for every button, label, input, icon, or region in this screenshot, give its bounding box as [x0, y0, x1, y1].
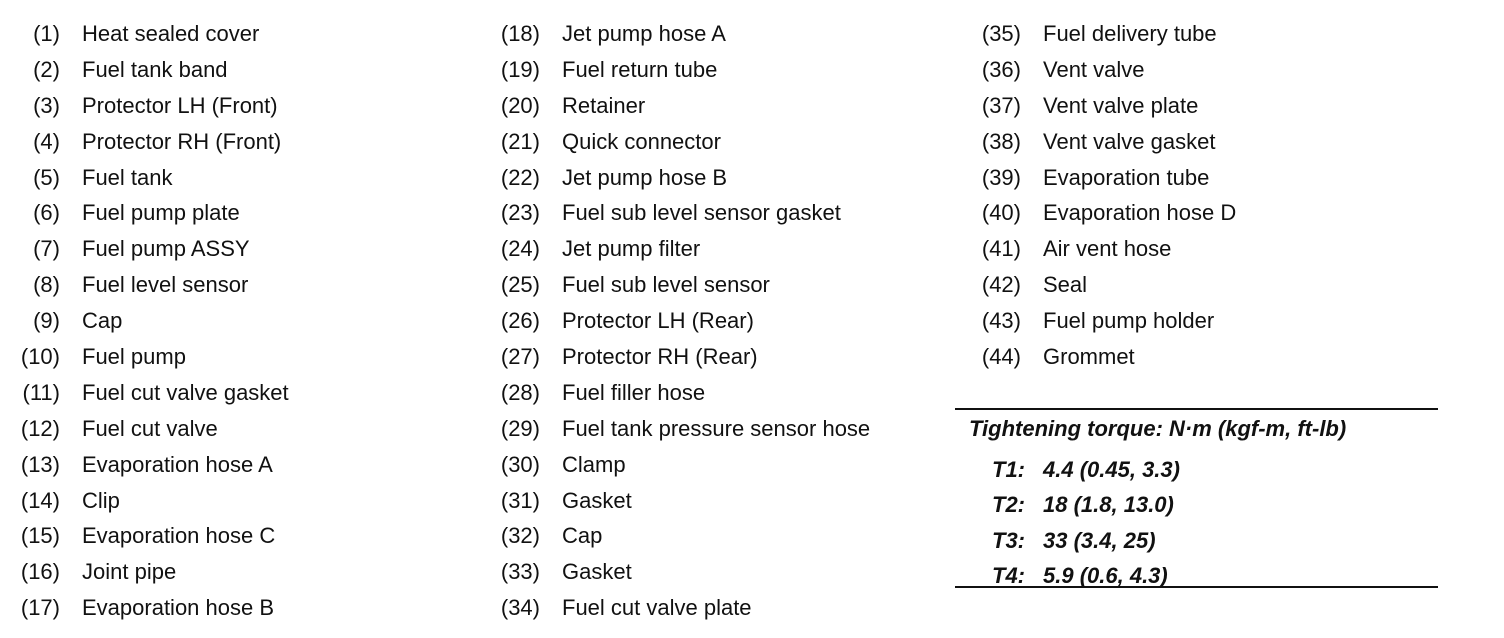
list-item — [14, 160, 474, 196]
item-name: Air vent hose — [1043, 236, 1172, 262]
item-name: Jet pump hose B — [562, 164, 728, 190]
parts-column-1 — [14, 16, 474, 626]
item-name: Fuel pump plate — [82, 200, 240, 226]
list-item — [494, 195, 964, 231]
item-number: (16) — [20, 559, 60, 585]
item-number: (40) — [981, 200, 1021, 226]
list-item — [14, 554, 474, 590]
item-number: (13) — [20, 451, 60, 477]
item-number: (32) — [500, 523, 540, 549]
torque-key: T4: — [992, 563, 1025, 589]
list-item — [975, 52, 1495, 88]
item-name: Fuel tank — [82, 164, 173, 190]
item-name: Fuel sub level sensor gasket — [562, 200, 841, 226]
item-name: Protector RH (Front) — [82, 128, 282, 154]
list-item — [14, 303, 474, 339]
list-item — [14, 267, 474, 303]
item-name: Grommet — [1043, 343, 1135, 369]
item-name: Quick connector — [562, 128, 721, 154]
item-name: Fuel sub level sensor — [562, 272, 770, 298]
item-name: Joint pipe — [82, 559, 177, 585]
item-number: (27) — [500, 343, 540, 369]
item-name: Fuel level sensor — [82, 272, 249, 298]
torque-row — [985, 488, 1180, 524]
torque-value: 5.9 (0.6, 4.3) — [1043, 563, 1168, 589]
list-item — [494, 411, 964, 447]
torque-box — [955, 408, 1438, 588]
list-item — [975, 303, 1495, 339]
list-item — [14, 518, 474, 554]
item-name: Fuel delivery tube — [1043, 20, 1217, 46]
item-number: (39) — [981, 164, 1021, 190]
list-item — [14, 411, 474, 447]
list-item — [14, 339, 474, 375]
item-name: Evaporation tube — [1043, 164, 1210, 190]
torque-value: 4.4 (0.45, 3.3) — [1043, 456, 1180, 482]
item-number: (42) — [981, 272, 1021, 298]
list-item — [494, 518, 964, 554]
list-item — [494, 52, 964, 88]
list-item — [494, 375, 964, 411]
torque-row — [985, 523, 1180, 559]
item-name: Vent valve gasket — [1043, 128, 1216, 154]
item-number: (7) — [33, 236, 60, 262]
item-name: Protector LH (Front) — [82, 92, 278, 118]
torque-value: 18 (1.8, 13.0) — [1043, 492, 1174, 518]
item-name: Protector LH (Rear) — [562, 308, 754, 334]
item-number: (12) — [20, 415, 60, 441]
torque-key: T3: — [992, 527, 1025, 553]
item-number: (35) — [981, 20, 1021, 46]
item-name: Seal — [1043, 272, 1088, 298]
item-name: Evaporation hose D — [1043, 200, 1237, 226]
item-name: Evaporation hose C — [82, 523, 276, 549]
item-number: (36) — [981, 56, 1021, 82]
torque-title: Tightening torque: N·m (kgf-m, ft-lb) — [969, 416, 1347, 441]
item-number: (2) — [33, 56, 60, 82]
item-name: Evaporation hose B — [82, 595, 275, 621]
torque-value: 33 (3.4, 25) — [1043, 527, 1156, 553]
item-name: Protector RH (Rear) — [562, 343, 758, 369]
list-item — [14, 124, 474, 160]
item-name: Fuel pump ASSY — [82, 236, 250, 262]
list-item — [14, 195, 474, 231]
item-name: Vent valve — [1043, 56, 1145, 82]
list-item — [494, 124, 964, 160]
item-number: (26) — [500, 308, 540, 334]
item-number: (11) — [22, 379, 60, 405]
item-name: Jet pump hose A — [562, 20, 726, 46]
torque-row — [985, 559, 1180, 595]
item-number: (38) — [981, 128, 1021, 154]
item-number: (4) — [33, 128, 60, 154]
item-number: (10) — [20, 343, 60, 369]
item-number: (6) — [33, 200, 60, 226]
item-name: Fuel return tube — [562, 56, 718, 82]
item-name: Retainer — [562, 92, 646, 118]
list-item — [14, 375, 474, 411]
list-item — [975, 88, 1495, 124]
item-name: Fuel cut valve plate — [562, 595, 752, 621]
item-name: Gasket — [562, 487, 632, 513]
item-name: Fuel cut valve gasket — [82, 379, 289, 405]
list-item — [975, 124, 1495, 160]
item-number: (9) — [33, 308, 60, 334]
list-item — [494, 267, 964, 303]
list-item — [494, 16, 964, 52]
item-number: (22) — [500, 164, 540, 190]
list-item — [14, 590, 474, 626]
list-item — [975, 339, 1495, 375]
list-item — [494, 554, 964, 590]
list-item — [14, 52, 474, 88]
item-number: (5) — [33, 164, 60, 190]
item-name: Cap — [562, 523, 603, 549]
item-number: (31) — [500, 487, 540, 513]
list-item — [14, 447, 474, 483]
list-item — [14, 88, 474, 124]
list-item — [14, 16, 474, 52]
list-item — [494, 590, 964, 626]
item-number: (33) — [500, 559, 540, 585]
torque-key: T1: — [992, 456, 1025, 482]
list-item — [494, 160, 964, 196]
item-name: Fuel tank pressure sensor hose — [562, 415, 871, 441]
list-item — [975, 231, 1495, 267]
item-number: (24) — [500, 236, 540, 262]
item-name: Evaporation hose A — [82, 451, 273, 477]
list-item — [494, 447, 964, 483]
item-number: (19) — [500, 56, 540, 82]
item-name: Fuel filler hose — [562, 379, 706, 405]
item-name: Heat sealed cover — [82, 20, 260, 46]
item-name: Fuel pump holder — [1043, 308, 1215, 334]
item-number: (34) — [500, 595, 540, 621]
parts-column-2 — [494, 16, 964, 626]
item-number: (14) — [20, 487, 60, 513]
item-name: Fuel pump — [82, 343, 186, 369]
list-item — [494, 303, 964, 339]
list-item — [975, 16, 1495, 52]
item-number: (1) — [33, 20, 60, 46]
list-item — [494, 231, 964, 267]
item-number: (15) — [20, 523, 60, 549]
item-number: (17) — [20, 595, 60, 621]
item-name: Vent valve plate — [1043, 92, 1199, 118]
item-name: Clip — [82, 487, 120, 513]
list-item — [14, 483, 474, 519]
item-name: Fuel cut valve — [82, 415, 218, 441]
item-number: (20) — [500, 92, 540, 118]
list-item — [494, 339, 964, 375]
item-number: (18) — [500, 20, 540, 46]
torque-key: T2: — [992, 492, 1025, 518]
list-item — [975, 160, 1495, 196]
item-number: (43) — [981, 308, 1021, 334]
item-number: (30) — [500, 451, 540, 477]
item-number: (44) — [981, 343, 1021, 369]
item-name: Clamp — [562, 451, 626, 477]
item-number: (41) — [981, 236, 1021, 262]
item-number: (29) — [500, 415, 540, 441]
item-number: (23) — [500, 200, 540, 226]
item-name: Cap — [82, 308, 123, 334]
item-number: (21) — [500, 128, 540, 154]
item-number: (37) — [981, 92, 1021, 118]
list-item — [975, 195, 1495, 231]
list-item — [14, 231, 474, 267]
torque-list — [985, 452, 1180, 594]
list-item — [494, 88, 964, 124]
list-item — [975, 267, 1495, 303]
parts-column-3 — [975, 16, 1495, 375]
item-number: (28) — [500, 379, 540, 405]
item-name: Jet pump filter — [562, 236, 701, 262]
item-number: (25) — [500, 272, 540, 298]
item-number: (8) — [33, 272, 60, 298]
item-name: Fuel tank band — [82, 56, 228, 82]
item-number: (3) — [33, 92, 60, 118]
list-item — [494, 483, 964, 519]
torque-row — [985, 452, 1180, 488]
item-name: Gasket — [562, 559, 632, 585]
